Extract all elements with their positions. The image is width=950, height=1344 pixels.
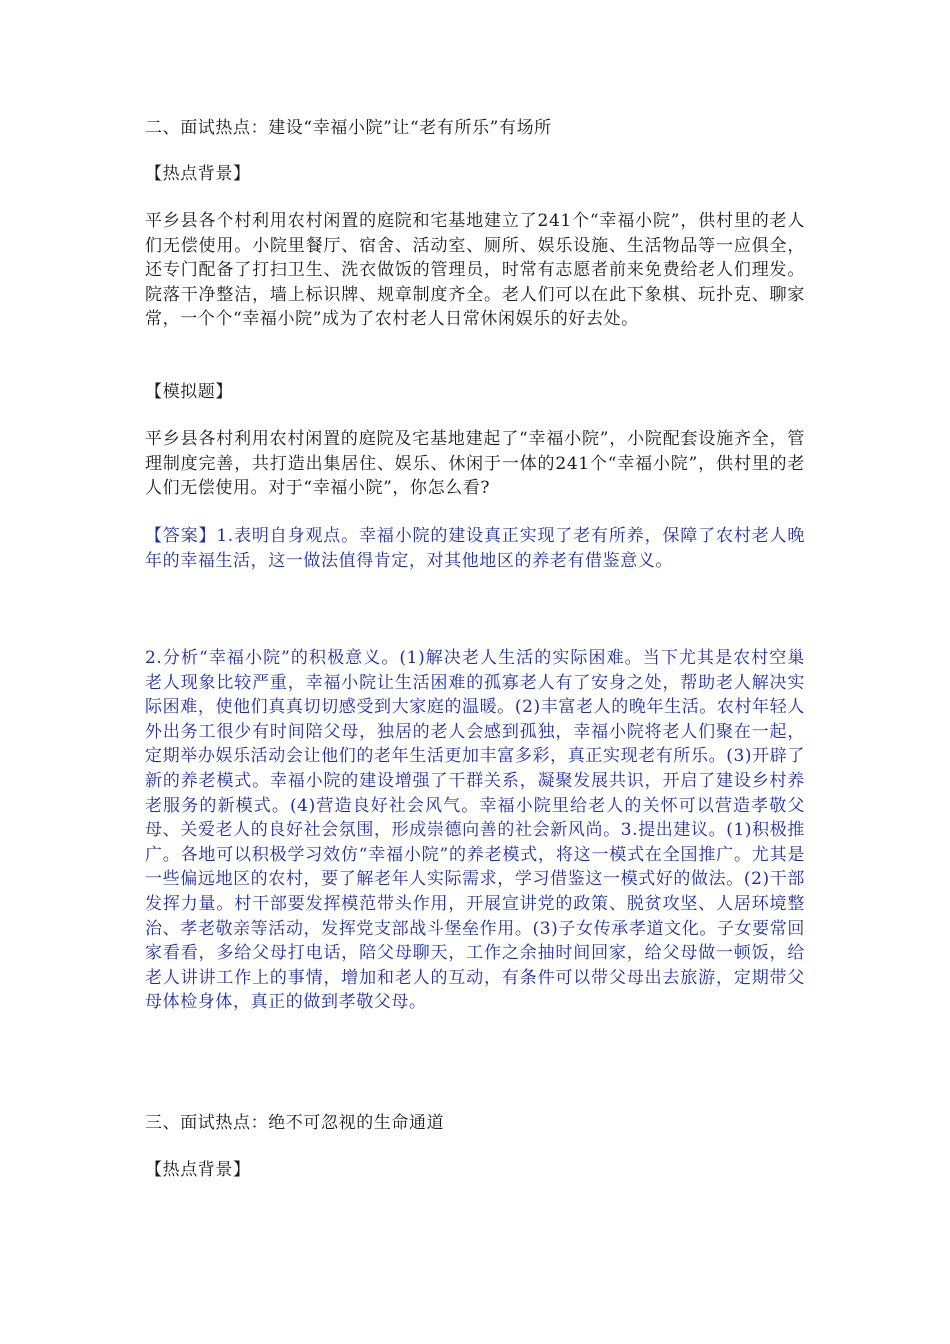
section-2-question-text: 平乡县各村利用农村闲置的庭院及宅基地建起了“幸福小院”，小院配套设施齐全，管理制度完善，共打造出集居住、娱乐、休闲于一体的241个“幸福小院”，供村里的老人们无偿使用。对于“幸福小院”，你怎么看? (145, 429, 805, 499)
section-2-answer-part-2: 2.分析“幸福小院”的积极意义。(1)解决老人生活的实际困难。当下尤其是农村空巢老人现象比较严重，幸福小院让生活困难的孤寡老人有了安身之处，帮助老人解决实际困难，使他们真真切切感受到大家庭的温暖。(2)丰富老人的晚年生活。农村年轻人外出务工很少有时间陪父母，独居的老人会感到孤独，幸福小院将老人们聚在一起，定期举办娱乐活动会让他们的老年生活更加丰富多彩，真正实现老有所乐。(3)开辟了新的养老模式。幸福小院的建设增强了干群关系，凝聚发展共识，开启了建设乡村养老服务的新模式。(4)营造良好社会风气。幸福小院里给老人的关怀可以营造孝敬父母、关爱老人的良好社会氛围，形成崇德向善的社会新风尚。3.提出建议。(1)积极推广。各地可以积极学习效仿“幸福小院”的养老模式，将这一模式在全国推广。尤其是一些偏远地区的农村，要了解老年人实际需求，学习借鉴这一模式好的做法。(2)干部发挥力量。村干部要发挥模范带头作用，开展宣讲党的政策、脱贫攻坚、人居环境整治、孝老敬亲等活动，发挥党支部战斗堡垒作用。(3)子女传承孝道文化。子女要常回家看看，多给父母打电话，陪父母聊天，工作之余抽时间回家，给父母做一顿饭，给老人讲讲工作上的事情，增加和老人的互动，有条件可以带父母出去旅游，定期带父母体检身体，真正的做到孝敬父母。 (145, 648, 805, 1013)
section-2-background-label: 【热点背景】 (145, 164, 251, 184)
section-2-question-label: 【模拟题】 (145, 382, 233, 402)
section-2-title: 二、面试热点：建设“幸福小院”让“老有所乐”有场所 (145, 118, 552, 138)
section-3-background-label: 【热点背景】 (145, 1160, 251, 1180)
section-2-answer-part-1: 【答案】1.表明自身观点。幸福小院的建设真正实现了老有所养，保障了农村老人晚年的幸福生活，这一做法值得肯定，对其他地区的养老有借鉴意义。 (145, 526, 805, 571)
section-2-background-text: 平乡县各个村利用农村闲置的庭院和宅基地建立了241个“幸福小院”，供村里的老人们无偿使用。小院里餐厅、宿舍、活动室、厕所、娱乐设施、生活物品等一应俱全，还专门配备了打扫卫生、洗衣做饭的管理员，时常有志愿者前来免费给老人们理发。院落干净整洁，墙上标识牌、规章制度齐全。老人们可以在此下象棋、玩扑克、聊家常，一个个“幸福小院”成为了农村老人日常休闲娱乐的好去处。 (145, 211, 805, 330)
section-3-title: 三、面试热点：绝不可忽视的生命通道 (145, 1113, 445, 1133)
